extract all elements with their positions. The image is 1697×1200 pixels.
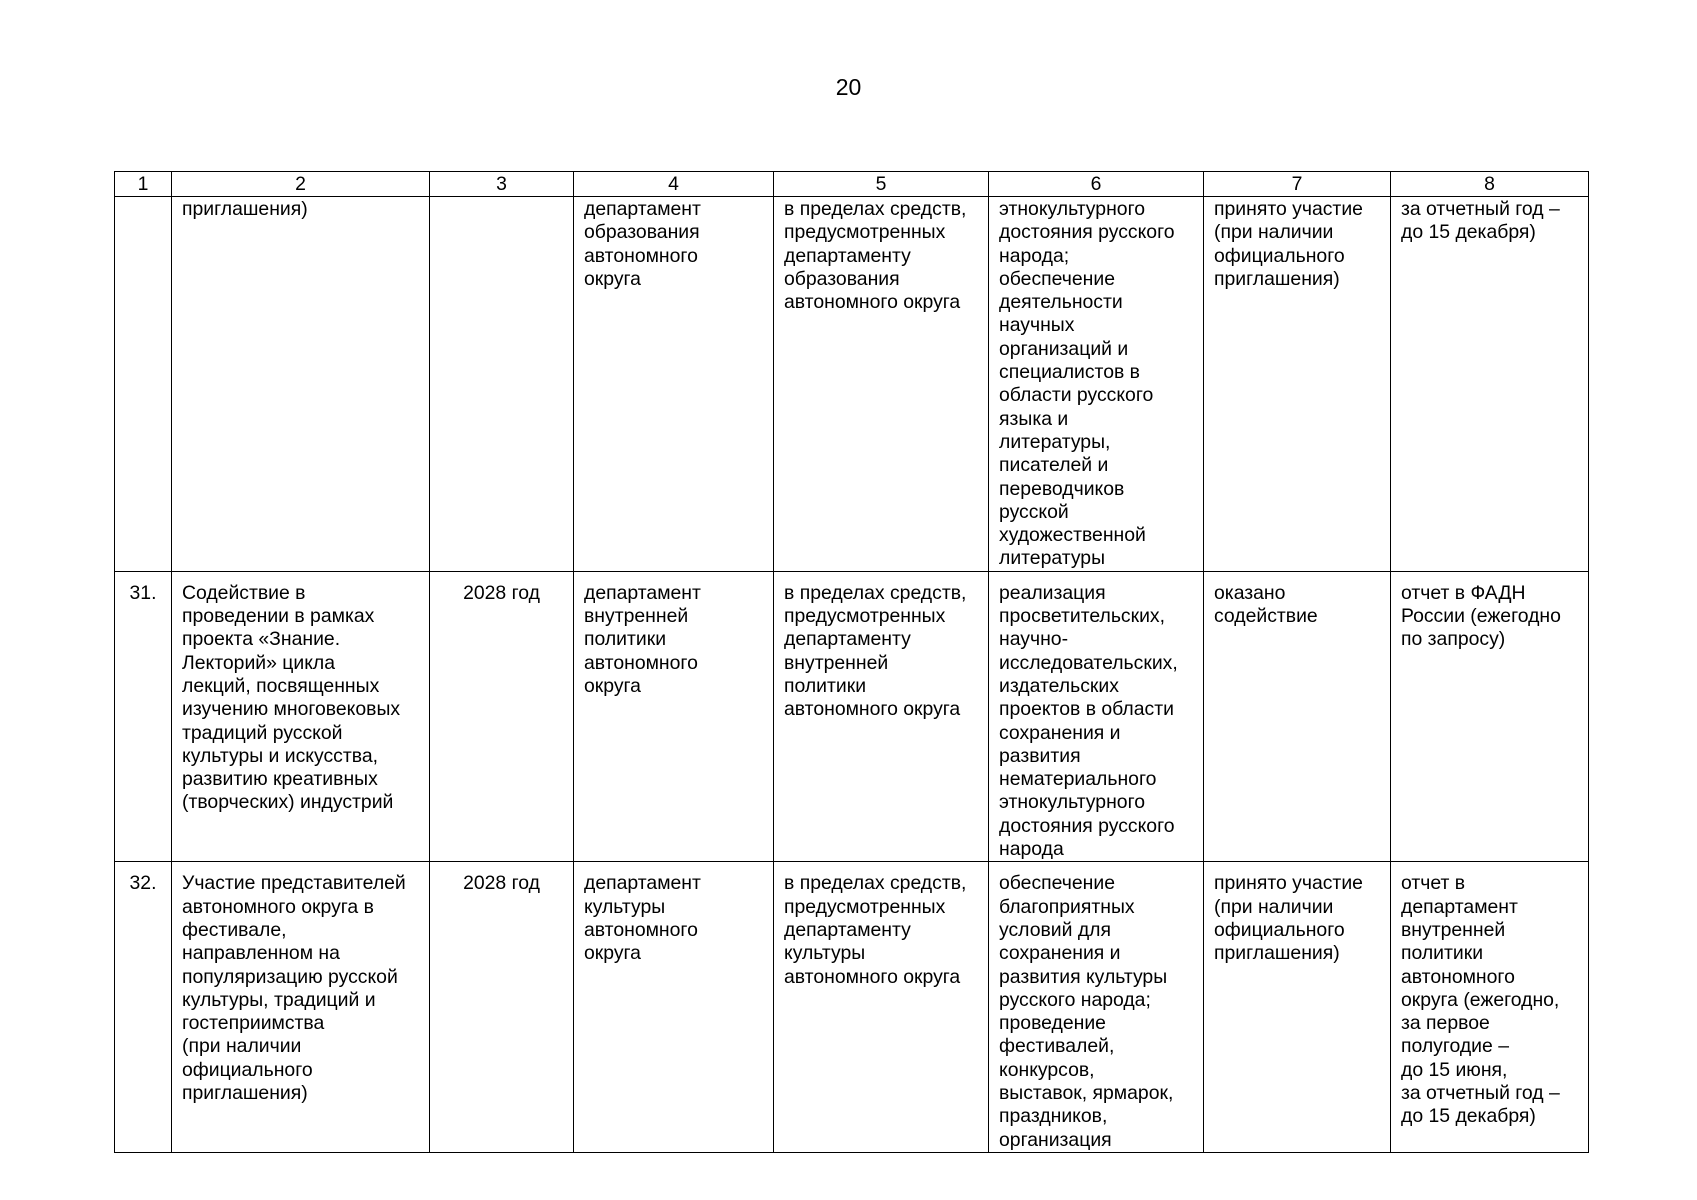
column-header: 8: [1391, 172, 1589, 197]
table-row: [115, 197, 1589, 572]
indicator-cell: принято участие (при наличии официального приглашения): [1204, 862, 1391, 1153]
report-cell: за отчетный год – до 15 декабря): [1391, 197, 1589, 572]
goal-cell: реализация просветительских, научно- исследовательских, издательских проектов в области сохранения и развития нематериального этнокультурного достояния русского народа: [989, 571, 1204, 862]
column-header: 6: [989, 172, 1204, 197]
executor-cell: департамент внутренней политики автономного округа: [574, 571, 774, 862]
indicator-cell: принято участие (при наличии официального приглашения): [1204, 197, 1391, 572]
table-row: [115, 862, 1589, 1153]
executor-cell: департамент образования автономного округа: [574, 197, 774, 572]
event-cell: Содействие в проведении в рамках проекта «Знание. Лекторий» цикла лекций, посвященных изучению многовековых традиций русской культуры и искусства, развитию креативных (творческих) индустрий: [172, 571, 430, 862]
goal-cell: обеспечение благоприятных условий для сохранения и развития культуры русского народа; проведение фестивалей, конкурсов, выставок, ярмарок, праздников, организация: [989, 862, 1204, 1153]
term-cell: 2028 год: [430, 862, 574, 1153]
row-number: 31.: [115, 571, 172, 862]
header-row: [115, 172, 1589, 197]
report-cell: отчет в ФАДН России (ежегодно по запросу): [1391, 571, 1589, 862]
executor-cell: департамент культуры автономного округа: [574, 862, 774, 1153]
column-header: 5: [774, 172, 989, 197]
funding-cell: в пределах средств, предусмотренных департаменту культуры автономного округа: [774, 862, 989, 1153]
column-header: 7: [1204, 172, 1391, 197]
goal-cell: этнокультурного достояния русского народа; обеспечение деятельности научных организаций и специалистов в области русского языка и литературы, писателей и переводчиков русской художественной литературы: [989, 197, 1204, 572]
column-header: 1: [115, 172, 172, 197]
row-number: [115, 197, 172, 572]
event-cell: Участие представителей автономного округа в фестивале, направленном на популяризацию русской культуры, традиций и гостеприимства (при наличии официального приглашения): [172, 862, 430, 1153]
plan-table: [114, 171, 1589, 1153]
term-cell: [430, 197, 574, 572]
funding-cell: в пределах средств, предусмотренных департаменту образования автономного округа: [774, 197, 989, 572]
page-number: 20: [835, 74, 862, 100]
column-header: 3: [430, 172, 574, 197]
row-number: 32.: [115, 862, 172, 1153]
table-row: [115, 571, 1589, 862]
indicator-cell: оказано содействие: [1204, 571, 1391, 862]
term-cell: 2028 год: [430, 571, 574, 862]
column-header: 4: [574, 172, 774, 197]
report-cell: отчет в департамент внутренней политики автономного округа (ежегодно, за первое полугодие – до 15 июня, за отчетный год – до 15 декабря): [1391, 862, 1589, 1153]
column-header: 2: [172, 172, 430, 197]
event-cell: приглашения): [172, 197, 430, 572]
funding-cell: в пределах средств, предусмотренных департаменту внутренней политики автономного округа: [774, 571, 989, 862]
